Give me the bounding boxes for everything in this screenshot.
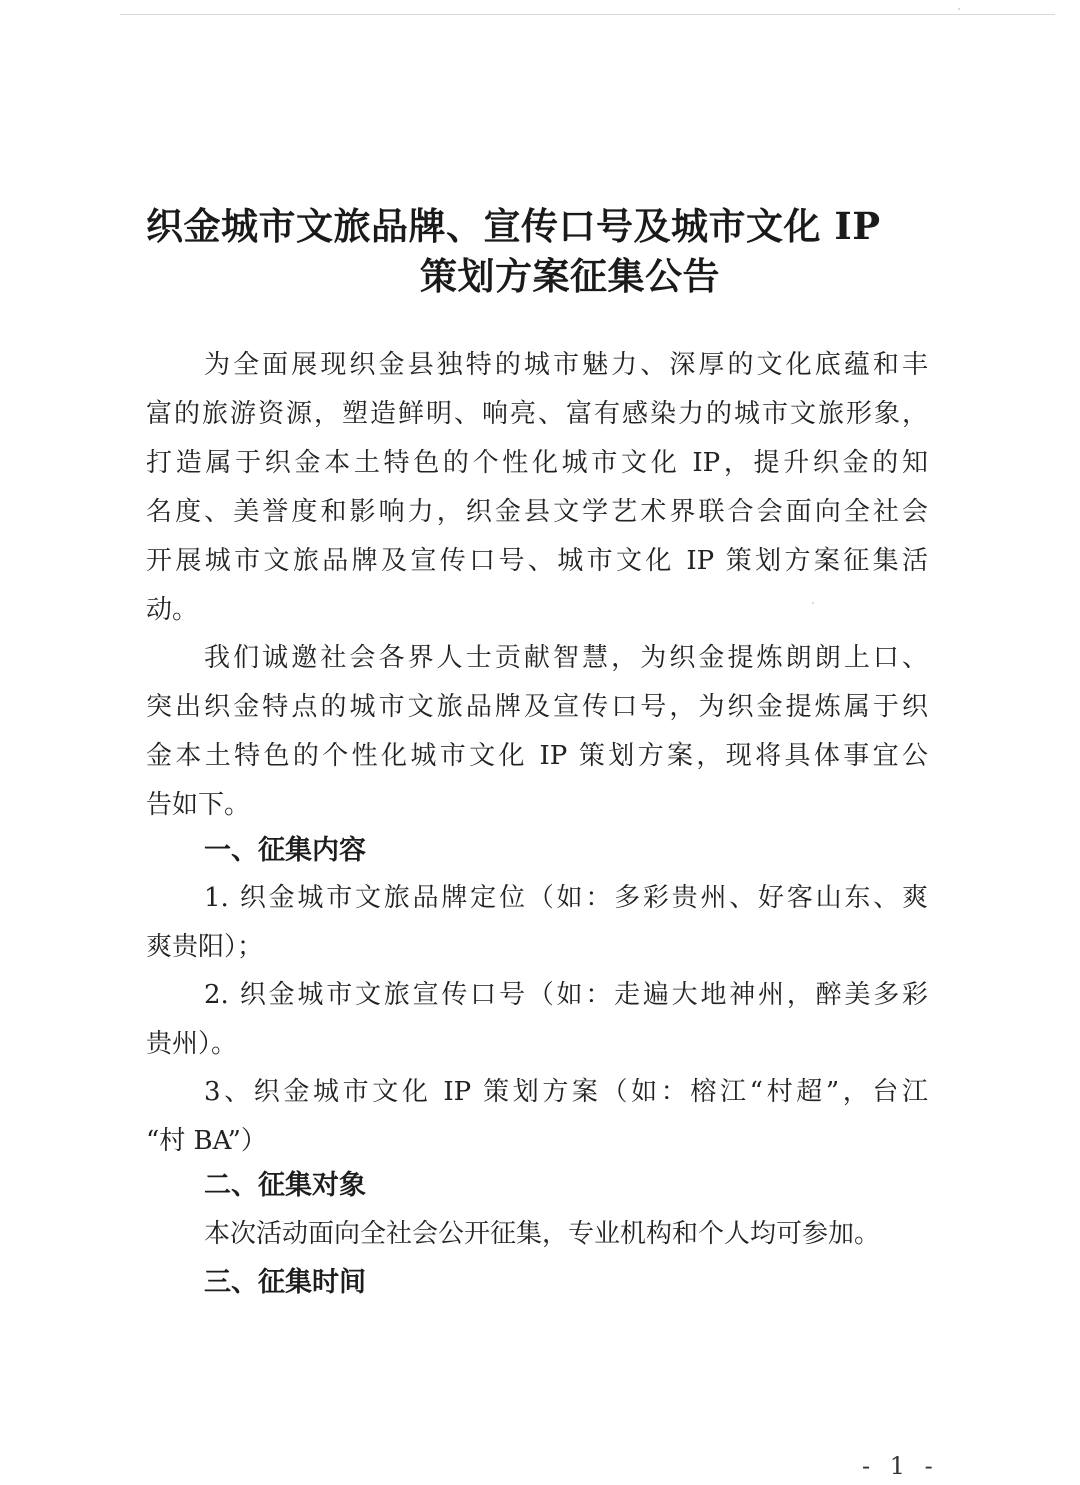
section-heading-time: 三、征集时间 (204, 1267, 366, 1298)
page-number: - 1 - (862, 1452, 939, 1480)
list-item-line: 贵州）。 (146, 1029, 238, 1059)
list-item-line: 3、织金城市文化 IP 策划方案（如：榕江“村超”，台江 (204, 1077, 928, 1107)
intro-line: 开展城市文旅品牌及宣传口号、城市文化 IP 策划方案征集活 (146, 546, 928, 576)
list-item-line: 爽贵阳）； (146, 932, 264, 962)
intro-line: 富的旅游资源，塑造鲜明、响亮、富有感染力的城市文旅形象， (146, 399, 928, 429)
scan-speck (812, 602, 814, 604)
scan-speck (958, 8, 960, 10)
section-text: 本次活动面向全社会公开征集，专业机构和个人均可参加。 (204, 1219, 881, 1249)
list-item-line: 2. 织金城市文旅宣传口号（如：走遍大地神州，醉美多彩 (204, 980, 928, 1010)
intro-line: 名度、美誉度和影响力，织金县文学艺术界联合会面向全社会 (146, 497, 928, 527)
section-heading-target: 二、征集对象 (204, 1170, 366, 1201)
invite-line: 金本土特色的个性化城市文化 IP 策划方案，现将具体事宜公 (146, 741, 928, 771)
intro-line: 打造属于织金本土特色的个性化城市文化 IP，提升织金的知 (146, 448, 928, 478)
invite-line: 我们诚邀社会各界人士贡献智慧，为织金提炼朗朗上口、 (204, 643, 928, 673)
document-title-line-2: 策划方案征集公告 (420, 254, 720, 298)
list-item-line: “村 BA”） (146, 1126, 267, 1156)
list-item-line: 1. 织金城市文旅品牌定位（如：多彩贵州、好客山东、爽 (204, 883, 928, 913)
section-heading-content: 一、征集内容 (204, 835, 366, 866)
invite-line: 突出织金特点的城市文旅品牌及宣传口号，为织金提炼属于织 (146, 692, 928, 722)
document-title-line-1: 织金城市文旅品牌、宣传口号及城市文化 IP (146, 204, 881, 248)
invite-line: 告如下。 (146, 790, 251, 820)
intro-line: 为全面展现织金县独特的城市魅力、深厚的文化底蕴和丰 (204, 350, 928, 380)
page-top-rule (120, 14, 1055, 15)
intro-line: 动。 (146, 595, 199, 625)
